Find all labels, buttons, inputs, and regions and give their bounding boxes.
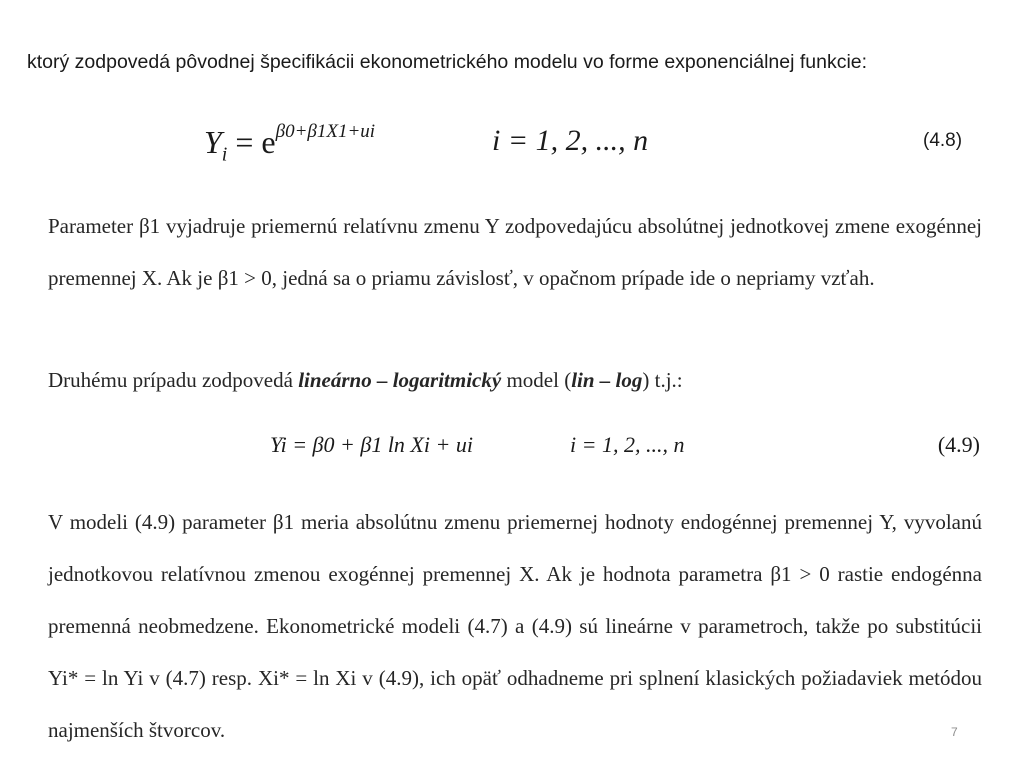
model-abbreviation: lin – log <box>571 368 643 392</box>
equation-4-8-range: i = 1, 2, ..., n <box>492 124 649 157</box>
equation-4-8-number: (4.8) <box>923 130 963 151</box>
equation-4-9 <box>270 422 982 476</box>
page-number: 7 <box>951 725 958 739</box>
intro-text: ktorý zodpovedá pôvodnej špecifikácii ekonometrického modelu vo forme exponenciálnej funkcie: <box>27 51 868 73</box>
equation-4-9-formula: Yi = β0 + β1 ln Xi + ui <box>270 432 473 457</box>
equation-4-9-number: (4.9) <box>937 432 980 457</box>
model-name: lineárno – logaritmický <box>298 368 502 392</box>
equation-4-9-range: i = 1, 2, ..., n <box>570 432 685 457</box>
paragraph-1: Parameter β1 vyjadruje priemernú relatívnu zmenu Y zodpovedajúcu absolútnej jednotkovej zmene exogénnej premennej X. Ak je β1 > 0, jedná sa o priamu závislosť, v opačnom prípade ide o nepriamy vzťah. <box>48 214 982 290</box>
paragraph-2: Druhému prípadu zodpovedá lineárno – logaritmický model (lin – log) t.j.: <box>48 368 683 392</box>
equation-4-8-formula: $Y_i = e^{\beta 0+\beta 1X1+ui}$ <box>204 121 376 166</box>
paragraph-3: V modeli (4.9) parameter β1 meria absolútnu zmenu priemernej hodnoty endogénnej premennej Y, vyvolanú jednotkovou relatívnou zmenou exogénnej premennej X. Ak je hodnota parametra β1 > 0 rastie endogénna premenná neobmedzene. Ekonometrické modeli (4.7) a (4.9) sú lineárne v parametroch, takže po substitúcii Yi* = ln Yi v (4.7) resp. Xi* = ln Xi v (4.9), ich opäť odhadneme pri splnení klasických požiadaviek metódou najmenších štvorcov. <box>48 510 982 742</box>
equation-4-8 <box>204 116 964 176</box>
